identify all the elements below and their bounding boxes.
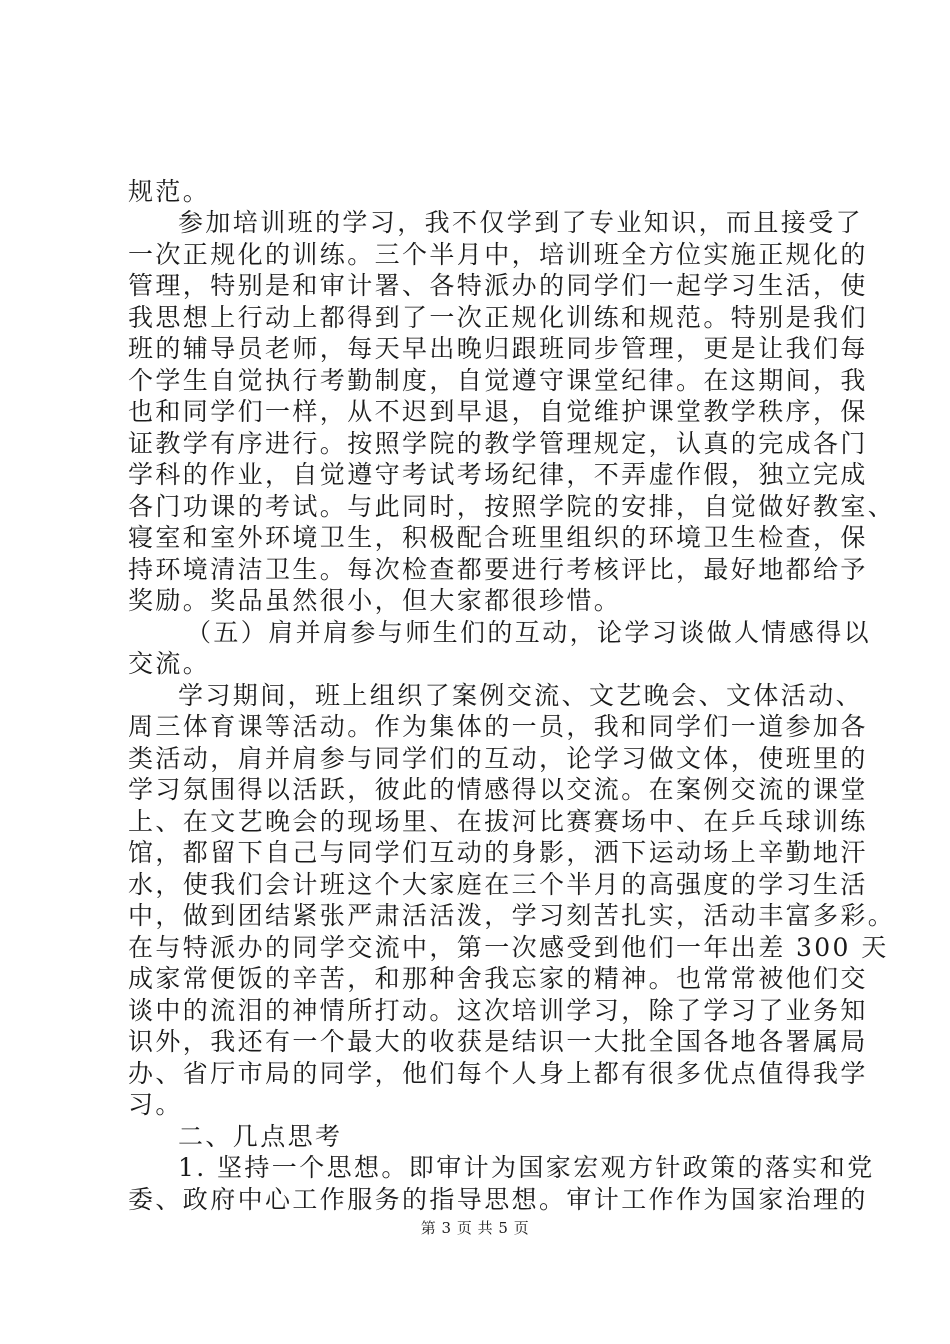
text-line: 习。 — [128, 1090, 183, 1119]
section-heading: 二、几点思考 — [178, 1122, 343, 1151]
paragraph-start: 1. 坚持一个思想。即审计为国家宏观方针政策的落实和党 — [178, 1153, 875, 1182]
paragraph-start: 参加培训班的学习，我不仅学到了专业知识，而且接受了 — [178, 208, 864, 237]
text-line: 馆，都留下自己与同学们互动的身影，洒下运动场上辛勤地汗 — [128, 838, 868, 867]
section-heading: （五）肩并肩参与师生们的互动，论学习谈做人情感得以 — [186, 618, 872, 647]
text-line: 一次正规化的训练。三个半月中，培训班全方位实施正规化的 — [128, 240, 868, 269]
text-line: 委、政府中心工作服务的指导思想。审计工作作为国家治理的 — [128, 1185, 868, 1214]
text-line: 上、在文艺晚会的现场里、在拔河比赛赛场中、在乒乓球训练 — [128, 807, 868, 836]
text-line: 班的辅导员老师，每天早出晚归跟班同步管理，更是让我们每 — [128, 334, 868, 363]
text-line: 我思想上行动上都得到了一次正规化训练和规范。特别是我们 — [128, 303, 868, 332]
text-line: 寝室和室外环境卫生，积极配合班里组织的环境卫生检查，保 — [128, 523, 868, 552]
text-line: 周三体育课等活动。作为集体的一员，我和同学们一道参加各 — [128, 712, 868, 741]
text-line: 成家常便饭的辛苦，和那种舍我忘家的精神。也常常被他们交 — [128, 964, 868, 993]
text-line: 学科的作业，自觉遵守考试考场纪律，不弄虚作假，独立完成 — [128, 460, 868, 489]
text-line: 水，使我们会计班这个大家庭在三个半月的高强度的学习生活 — [128, 870, 868, 899]
text-line: 个学生自觉执行考勤制度，自觉遵守课堂纪律。在这期间，我 — [128, 366, 868, 395]
text-line: 证教学有序进行。按照学院的教学管理规定，认真的完成各门 — [128, 429, 868, 458]
text-line: 识外，我还有一个最大的收获是结识一大批全国各地各署属局 — [128, 1027, 868, 1056]
text-line: 持环境清洁卫生。每次检查都要进行考核评比，最好地都给予 — [128, 555, 868, 584]
text-line: 在与特派办的同学交流中，第一次感受到他们一年出差 300 天 — [128, 933, 889, 962]
text-line: 谈中的流泪的神情所打动。这次培训学习，除了学习了业务知 — [128, 996, 868, 1025]
page-footer: 第 3 页 共 5 页 — [420, 1219, 530, 1237]
paragraph-start: 学习期间，班上组织了案例交流、文艺晚会、文体活动、 — [178, 681, 864, 710]
text-line: 中，做到团结紧张严肃活活泼，学习刻苦扎实，活动丰富多彩。 — [128, 901, 896, 930]
text-line: 管理，特别是和审计署、各特派办的同学们一起学习生活，使 — [128, 271, 868, 300]
text-line: 办、省厅市局的同学，他们每个人身上都有很多优点值得我学 — [128, 1059, 868, 1088]
text-line: 也和同学们一样，从不迟到早退，自觉维护课堂教学秩序，保 — [128, 397, 868, 426]
text-line: 学习氛围得以活跃，彼此的情感得以交流。在案例交流的课堂 — [128, 775, 868, 804]
text-line: 交流。 — [128, 649, 211, 678]
text-line: 规范。 — [128, 177, 211, 206]
text-line: 各门功课的考试。与此同时，按照学院的安排，自觉做好教室、 — [128, 492, 896, 521]
text-line: 类活动，肩并肩参与同学们的互动，论学习做文体，使班里的 — [128, 744, 868, 773]
text-line: 奖励。奖品虽然很小，但大家都很珍惜。 — [128, 586, 622, 615]
